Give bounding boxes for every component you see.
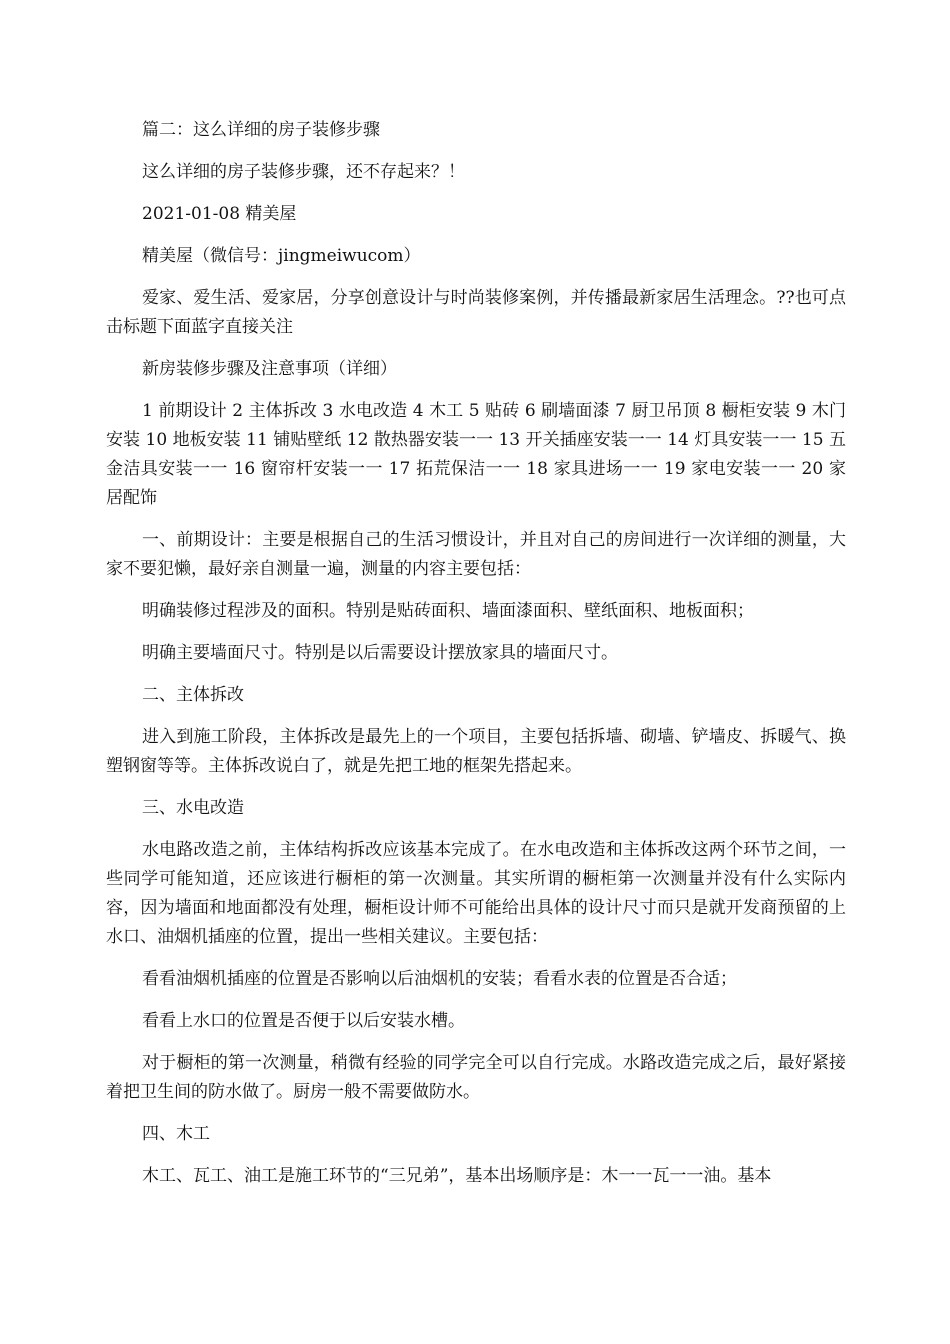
step-3-body: 水电路改造之前，主体结构拆改应该基本完成了。在水电改造和主体拆改这两个环节之间，一些同学可能知道，还应该进行橱柜的第一次测量。其实所谓的橱柜第一次测量并没有什么实际内容，因为墙面和地面都没有处理，橱柜设计师不可能给出具体的设计尺寸而只是就开发商预留的上水口、油烟机插座的位置，提出一些相关建议。主要包括： bbox=[106, 840, 846, 947]
article-date-source: 2021-01-08 精美屋 bbox=[142, 204, 297, 224]
article-headline: 这么详细的房子装修步骤，还不存起来？！ bbox=[142, 162, 465, 182]
wechat-account: 精美屋（微信号：jingmeiwucom） bbox=[142, 246, 421, 266]
step-1-design: 一、前期设计：主要是根据自己的生活习惯设计，并且对自己的房间进行一次详细的测量，大家不要犯懒，最好亲自测量一遍，测量的内容主要包括： bbox=[106, 530, 846, 579]
check-water-inlet: 看看上水口的位置是否便于以后安装水槽。 bbox=[142, 1011, 465, 1031]
measure-wall-note: 明确主要墙面尺寸。特别是以后需要设计摆放家具的墙面尺寸。 bbox=[142, 643, 618, 663]
measure-area-note: 明确装修过程涉及的面积。特别是贴砖面积、墙面漆面积、壁纸面积、地板面积； bbox=[142, 601, 754, 621]
account-intro: 爱家、爱生活、爱家居，分享创意设计与时尚装修案例，并传播最新家居生活理念。??也可点击标题下面蓝字直接关注 bbox=[106, 288, 846, 337]
step-3-heading: 三、水电改造 bbox=[142, 798, 244, 818]
check-hood-socket: 看看油烟机插座的位置是否影响以后油烟机的安装；看看水表的位置是否合适； bbox=[142, 969, 737, 989]
section-title: 篇二：这么详细的房子装修步骤 bbox=[142, 120, 380, 140]
step-2-body: 进入到施工阶段，主体拆改是最先上的一个项目，主要包括拆墙、砌墙、铲墙皮、拆暖气、换塑钢窗等等。主体拆改说白了，就是先把工地的框架先搭起来。 bbox=[106, 727, 846, 776]
step-2-heading: 二、主体拆改 bbox=[142, 685, 244, 705]
steps-heading: 新房装修步骤及注意事项（详细） bbox=[142, 359, 397, 379]
step-4-heading: 四、木工 bbox=[142, 1124, 210, 1144]
step-4-body: 木工、瓦工、油工是施工环节的“三兄弟”，基本出场顺序是：木一一瓦一一油。基本 bbox=[142, 1166, 772, 1186]
step-3-followup: 对于橱柜的第一次测量，稍微有经验的同学完全可以自行完成。水路改造完成之后，最好紧接着把卫生间的防水做了。厨房一般不需要做防水。 bbox=[106, 1053, 846, 1102]
steps-list: 1 前期设计 2 主体拆改 3 水电改造 4 木工 5 贴砖 6 刷墙面漆 7 厨卫吊顶 8 橱柜安装 9 木门安装 10 地板安装 11 铺贴壁纸 12 散热器安装一一 13 开关插座安装一一 14 灯具安装一一 15 五金洁具安装一一 16 窗帘杆安装一一 17 拓荒保洁一一 18 家具进场一一 19 家电安装一一 20 家居配饰 bbox=[106, 401, 846, 508]
